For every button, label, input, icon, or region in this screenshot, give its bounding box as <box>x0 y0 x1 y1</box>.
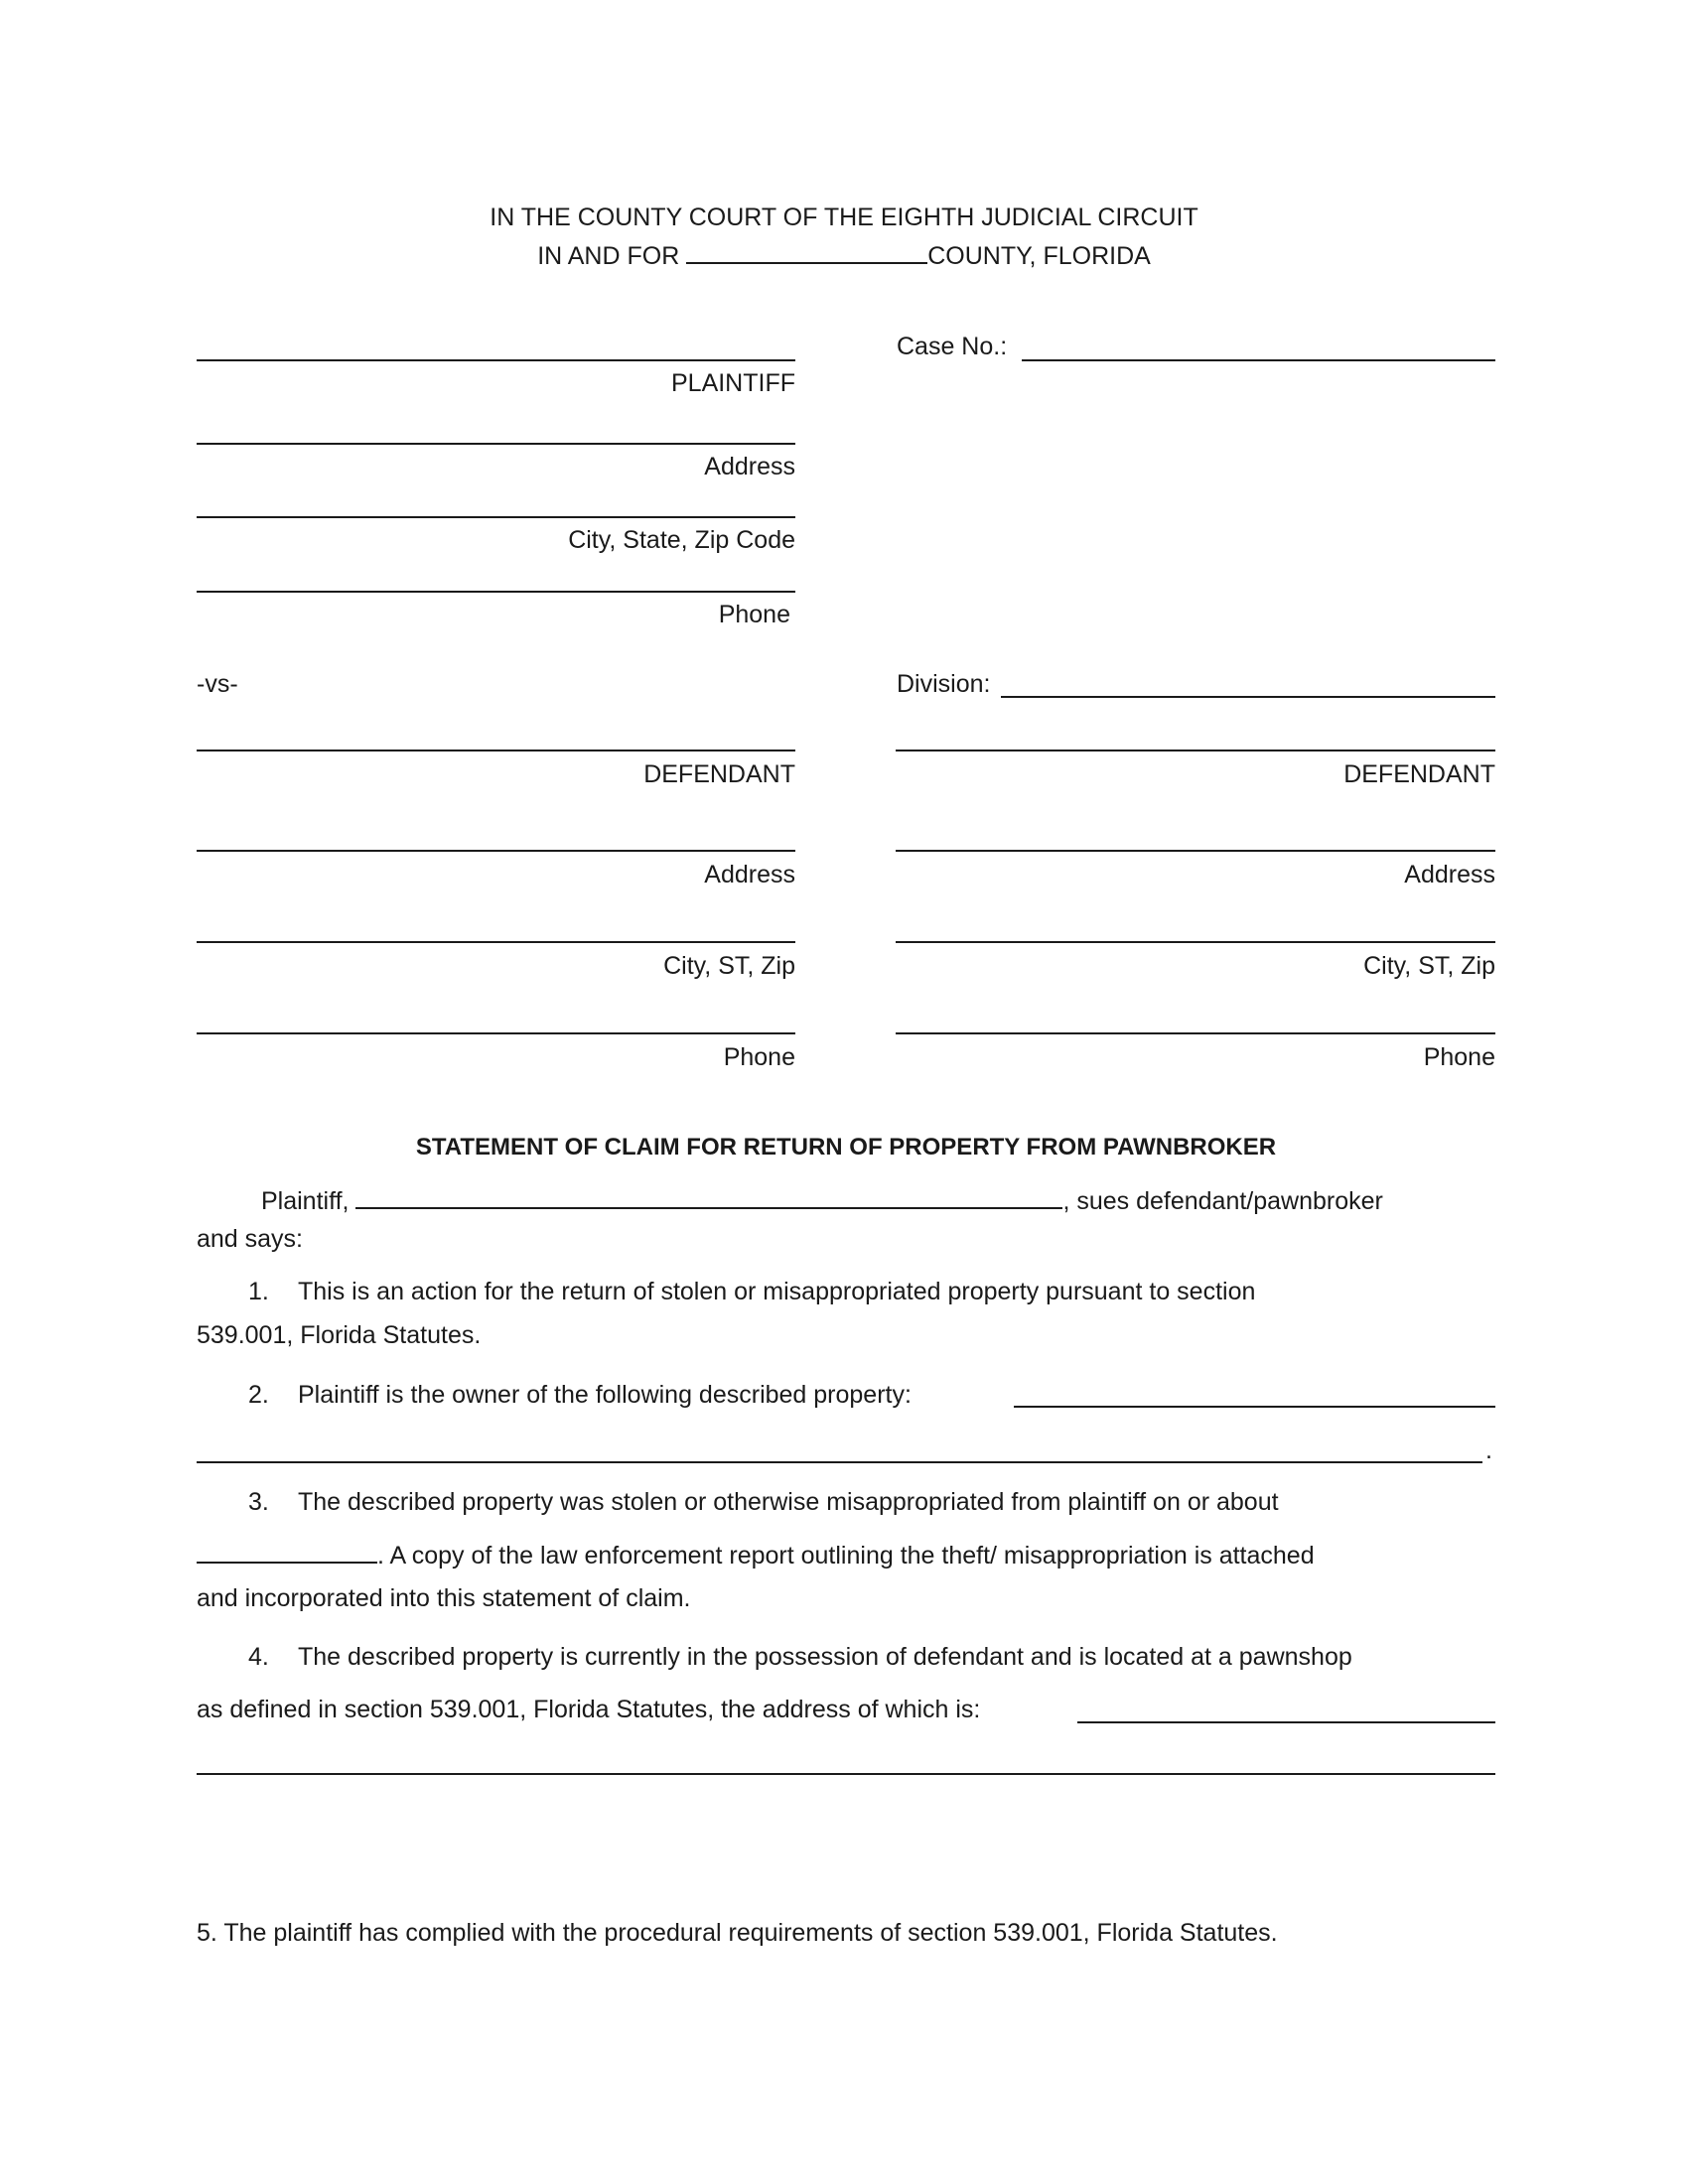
intro-line1 <box>261 1189 1383 1214</box>
case-no-line[interactable] <box>1022 359 1495 361</box>
defendant-left-address-label: Address <box>704 861 795 888</box>
plaintiff-city-line[interactable] <box>197 516 795 518</box>
division-line[interactable] <box>1001 696 1495 698</box>
defendant-right-phone-label: Phone <box>1423 1043 1495 1071</box>
item1-text-line1: This is an action for the return of stolen or misappropriated property pursuant to section <box>298 1278 1256 1305</box>
plaintiff-city-label: City, State, Zip Code <box>568 526 795 554</box>
vs-text: -vs- <box>197 670 238 698</box>
item4-number: 4. <box>248 1643 269 1671</box>
item2-end-period: . <box>1485 1436 1492 1464</box>
plaintiff-phone-label: Phone <box>718 601 790 628</box>
pawnshop-address-line2[interactable] <box>197 1773 1495 1775</box>
case-no-label: Case No.: <box>897 333 1008 360</box>
theft-date-blank[interactable] <box>197 1562 377 1564</box>
county-name-blank[interactable] <box>686 262 927 264</box>
item2-number: 2. <box>248 1381 269 1409</box>
court-header-prefix: IN AND FOR <box>537 242 680 270</box>
item3-number: 3. <box>248 1488 269 1516</box>
intro-prefix: Plaintiff, <box>261 1187 350 1215</box>
court-header-line1: IN THE COUNTY COURT OF THE EIGHTH JUDICIAL CIRCUIT <box>490 204 1198 231</box>
item2-text: Plaintiff is the owner of the following described property: <box>298 1381 912 1409</box>
pawnshop-address-line1[interactable] <box>1077 1721 1495 1723</box>
defendant-left-phone-line[interactable] <box>197 1032 795 1034</box>
defendant-right-address-line[interactable] <box>896 850 1495 852</box>
defendant-left-city-line[interactable] <box>197 941 795 943</box>
plaintiff-label: PLAINTIFF <box>670 369 795 397</box>
item3-text-line2 <box>197 1544 1315 1569</box>
plaintiff-address-label: Address <box>704 453 795 480</box>
item4-text-line1: The described property is currently in the possession of defendant and is located at a pawnshop <box>298 1643 1352 1671</box>
property-description-line2[interactable] <box>197 1461 1482 1463</box>
court-header-line2 <box>348 244 1340 269</box>
property-description-line1[interactable] <box>1014 1406 1495 1408</box>
plaintiff-name-line[interactable] <box>197 359 795 361</box>
defendant-left-label: DEFENDANT <box>643 760 795 788</box>
item3-text-line1: The described property was stolen or otherwise misappropriated from plaintiff on or about <box>298 1488 1279 1516</box>
item3-line2-text: . A copy of the law enforcement report outlining the theft/ misappropriation is attached <box>377 1542 1315 1570</box>
defendant-right-label: DEFENDANT <box>1343 760 1495 788</box>
item1-number: 1. <box>248 1278 269 1305</box>
item3-text-line3: and incorporated into this statement of claim. <box>197 1584 691 1612</box>
court-header-suffix: COUNTY, FLORIDA <box>927 242 1151 270</box>
intro-suffix: , sues defendant/pawnbroker <box>1062 1187 1383 1215</box>
defendant-left-name-line[interactable] <box>197 750 795 751</box>
defendant-right-address-label: Address <box>1404 861 1495 888</box>
item4-text-line2: as defined in section 539.001, Florida Statutes, the address of which is: <box>197 1696 981 1723</box>
plaintiff-phone-line[interactable] <box>197 591 795 593</box>
intro-line2: and says: <box>197 1225 304 1253</box>
document-title: STATEMENT OF CLAIM FOR RETURN OF PROPERTY FROM PAWNBROKER <box>415 1134 1277 1160</box>
defendant-right-city-line[interactable] <box>896 941 1495 943</box>
defendant-right-phone-line[interactable] <box>896 1032 1495 1034</box>
defendant-left-phone-label: Phone <box>723 1043 795 1071</box>
division-label: Division: <box>897 670 991 698</box>
defendant-left-address-line[interactable] <box>197 850 795 852</box>
defendant-right-city-label: City, ST, Zip <box>1363 952 1495 980</box>
item5-text: 5. The plaintiff has complied with the procedural requirements of section 539.001, Florida Statutes. <box>197 1919 1278 1947</box>
plaintiff-address-line[interactable] <box>197 443 795 445</box>
defendant-left-city-label: City, ST, Zip <box>663 952 795 980</box>
plaintiff-name-blank[interactable] <box>355 1207 1062 1209</box>
defendant-right-name-line[interactable] <box>896 750 1495 751</box>
item1-text-line2: 539.001, Florida Statutes. <box>197 1321 482 1349</box>
